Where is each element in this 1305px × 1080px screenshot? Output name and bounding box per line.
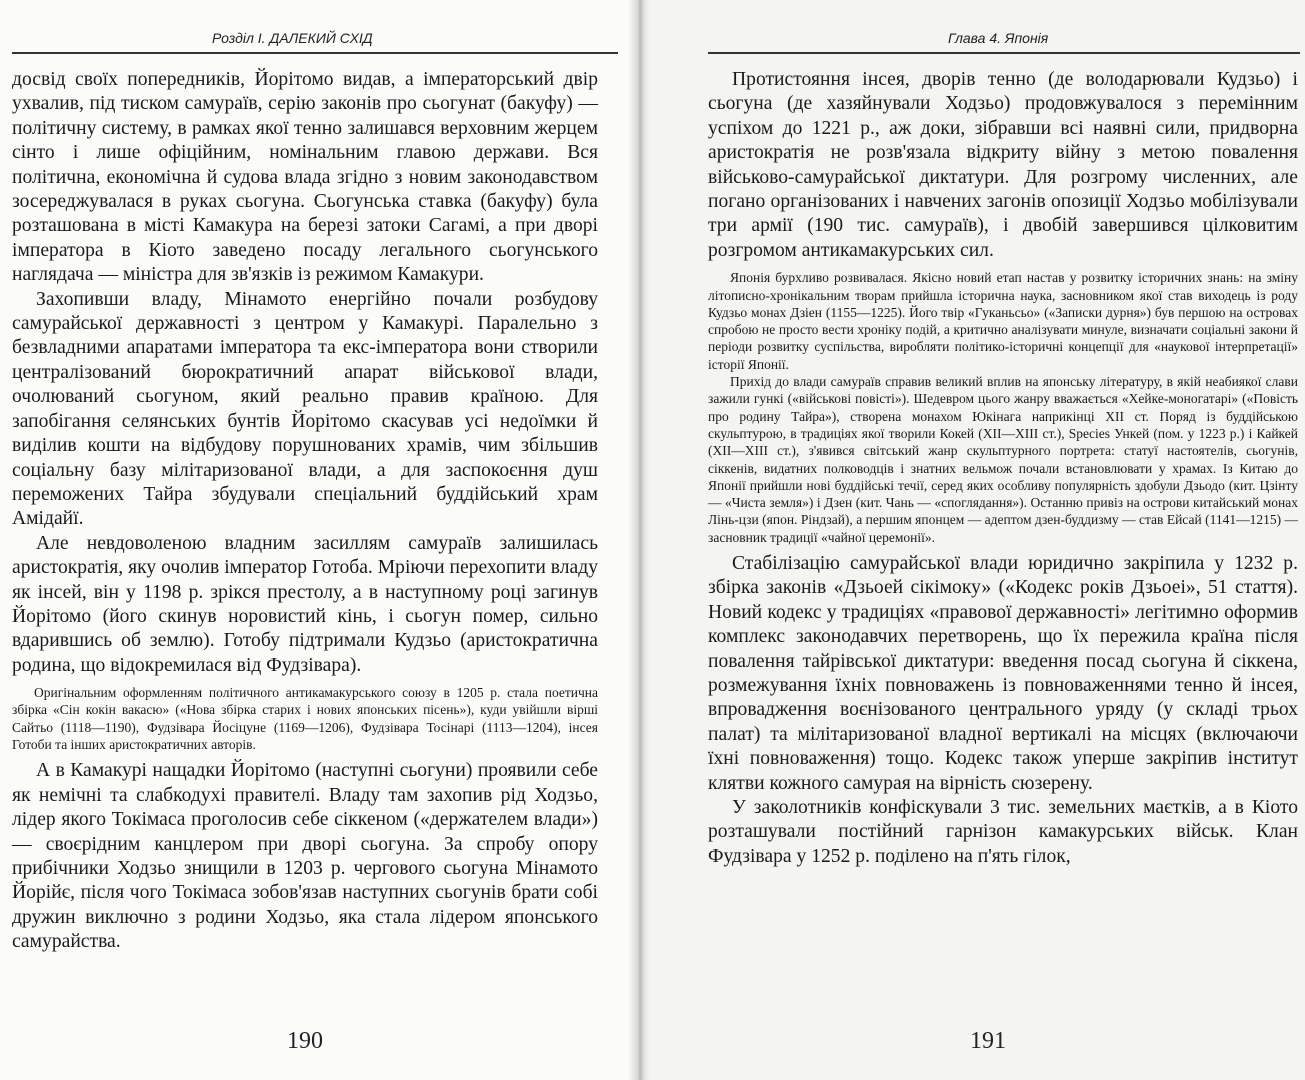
paragraph-1221-war: Протистояння інсея, дворів тенно (де володарювали Кудзьо) і сьогуна (де хазяйнували Ходзьо) продовжувалося з перемінним успіхом до 1221 р., аж доки, зібравши всі наявні сили, придворна аристократія не розв'язала відкриту війну з метою повалення військово-самурайської диктатури. Для розгрому численних, але погано організованих і навчених загонів опозиції Ходзьо мобілізували три армії (190 тис. самураїв), і двобій завершився цілковитим розгромом антикамакурських сил. (708, 69, 1298, 261)
left-page (0, 0, 640, 1080)
left-header-rule (12, 52, 618, 54)
book-gutter (628, 0, 650, 1080)
paragraph-hojo: А в Камакурі нащадки Йорітомо (наступні сьогуни) проявили себе як немічні та слабкодухі правителі. Владу там захопив рід Ходзьо, лідер якого Токімаса проголосив себе сіккеном («держателем влади») — своєрідним канцлером при дворі сьогуна. За спробу опору прибічники Ходзьо знищили в 1203 р. чергового сьогуна Мінамото Йорійє, після чого Токімаса зобов'язав наступних сьогунів брати собі дружин виключно з родини Ходзьо, яка стала лідером японського самурайства. (12, 760, 598, 953)
paragraph-joei-code: Стабілізацію самурайської влади юридично закріпила у 1232 р. збірка законів «Дзьоей сікімоку» («Кодекс років Дзьоеі», 51 стаття). Новий кодекс у традиціях «правової державності» легітимно оформив комплекс законодавчих перетворень, що їх пережила країна після повалення тайрівської диктатури: введення посад сьогуна й сіккена, розмежування їхніх повноважень із повноваженнями тенно й інсея, впровадження воєнізованого центрального уряду (у складі трьох палат) та мілітаризованої владної вертикалі на місцях (включаючи їхні повноваження) тощо. Кодекс також уперше закріпив інститут клятви кожного самурая на вірність сюзерену. (708, 553, 1298, 794)
right-page (640, 0, 1305, 1080)
page-number-left: 190 (287, 1028, 323, 1054)
right-header-rule (708, 52, 1300, 54)
right-running-header: Глава 4. Японія (948, 30, 1049, 46)
right-page-text (708, 68, 1298, 869)
paragraph-shogunate: досвід своїх попередників, Йорітомо видав, а імператорський двір ухвалив, під тиском самураїв, серію законів про сьогунат (бакуфу) — політичну систему, в рамках якої тенно залишався верховним жерцем сінто і лише офіційним, номінальним главою держави. Вся політична, економічна й судова влада згідно з новим законодавством зосереджувалася в руках сьогуна. Сьогунська ставка (бакуфу) була розташована в місті Камакура на березі затоки Сагамі, а при дворі імператора в Кіото заведено посаду легального сьогунського наглядача — міністра для зв'язків із режимом Камакури. (12, 69, 598, 286)
paragraph-gotoba: Але невдоволеною владним засиллям самураїв залишилась аристократія, яку очолив імператор Готоба. Мріючи перехопити владу як інсей, він у 1198 р. зрікся престолу, а в наступному році загинув Йорітомо (його скинув норовистий кінь, і сьогун помер, сильно вдарившись об землю). Готобу підтримали Кудзьо (аристократична родина, що відокремилася від Фудзівара). (12, 532, 598, 676)
left-page-text (12, 68, 598, 955)
note-literature-and-zen: Прихід до влади самураїв справив великий вплив на японську літературу, в якій неабиякої слави зажили гункі («військові повісті»). Шедевром цього жанру вважається «Хейке-моногатарі» («Повість про родину Тайра»), створена монахом Юкінага наприкінці XII ст. Поряд із буддійською скульптурою, в традиціях якої творили Кокей (XII—XIII ст.), Species Ункей (пом. у 1223 р.) і Кайкей (XII—XIII ст.), з'явився світський жанр скульптурного портрета: статуї настоятелів, сьогунів, сіккенів, видатних полководців і знатних вельмож почали встановлювати у храмах. Із Китаю до Японії прийшли нові буддійські течії, серед яких особливу популярність здобули Дзьодо (кит. Цзінту — «Чиста земля») і Дзен (кит. Чань — «споглядання»). Останню привіз на острови китайський монах Лінь-цзи (япон. Ріндзай), а першим японцем — адептом дзен-буддизму — став Ейсай (1141—1215) — засновник традиції «чайної церемонії». (708, 374, 1298, 545)
paragraph-confiscation: У заколотників конфіскували 3 тис. земельних маєтків, а в Кіото розташували постійний гарнізон камакурських військ. Клан Фудзівара у 1252 р. поділено на п'ять гілок, (708, 797, 1298, 867)
left-running-header: Розділ І. ДАЛЕКИЙ СХІД (212, 30, 373, 46)
note-historiography: Японія бурхливо розвивалася. Якісно новий етап настав у розвитку історичних знань: на зміну літописно-хронікальним творам прийшла історична наука, засновником якої став виходець із роду Кудзьо монах Дзіен (1155—1225). Його твір «Гуканьсьо» («Записки дурня») був першою на островах спробою не просто вести хроніку подій, а критично аналізувати минуле, визначати соціальні закони й періоди розвитку суспільства, виробляти політико-історичні концепції для «наукової інтерпретації» історії Японії. (708, 270, 1298, 372)
page-number-right: 191 (970, 1028, 1006, 1054)
paragraph-minamoto: Захопивши владу, Мінамото енергійно почали розбудову самурайської державності з центром у Камакурі. Паралельно з безвладними апаратами імператора та екс-імператора вони створили централізований бюрократичний апарат військової влади, очолюваний сьогуном, який реально правив країною. Для запобігання селянських бунтів Йорітомо скасував усі недоїмки й виділив кошти на відбудову порушнованих храмів, чим збільшив соціальну базу мілітаризованої влади, а для заспокоєння душ переможених Тайра збудували спеціальний буддійський храм Амідайї. (12, 288, 598, 530)
note-shin-kokin: Оригінальним оформленням політичного антикамакурського союзу в 1205 р. стала поетична збірка «Сін кокін вакасю» («Нова збірка старих і нових японських пісень»), куди увійшли вірші Сайтьо (1118—1190), Фудзівара Йосіцуне (1169—1206), Фудзівара Тосінарі (1113—1204), інсея Готоби та інших аристократичних авторів. (12, 685, 598, 753)
